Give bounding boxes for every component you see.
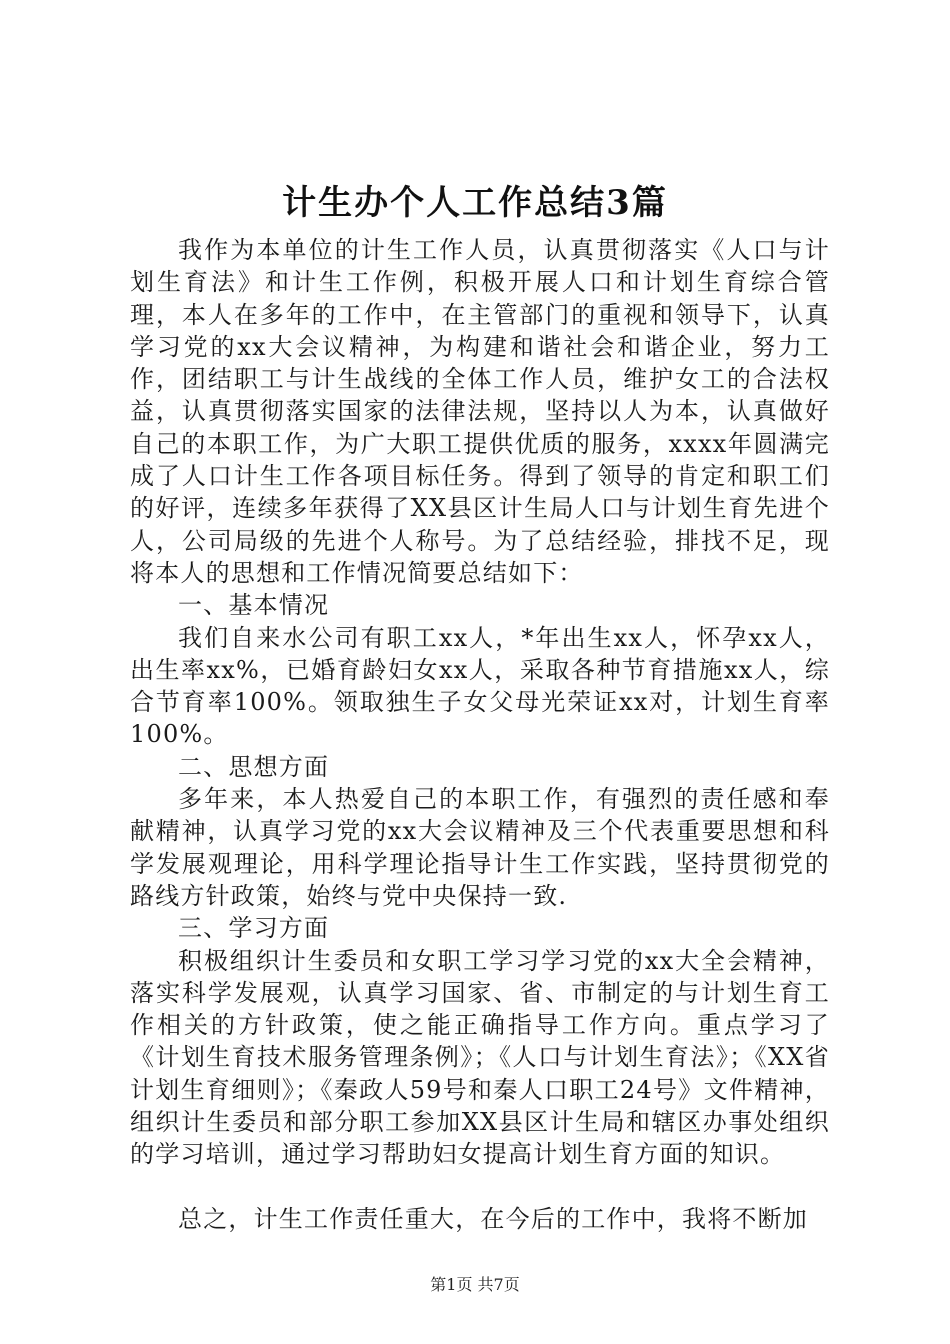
thinking-paragraph: 多年来，本人热爱自己的本职工作，有强烈的责任感和奉献精神，认真学习党的xx大会议精神及三个代表重要思想和科学发展观理论，用科学理论指导计生工作实践，坚持贯彻党的路线方针政策，始终与党中央保持一致.: [130, 785, 830, 910]
basic-situation-paragraph: 我们自来水公司有职工xx人，*年出生xx人，怀孕xx人，出生率xx%，已婚育龄妇女xx人，采取各种节育措施xx人，综合节育率100%。领取独生子女父母光荣证xx对，计划生育率100%。: [130, 623, 830, 749]
section-heading-basic-situation: 一、基本情况: [178, 591, 330, 620]
document-title: 计生办个人工作总结3篇: [282, 183, 668, 223]
study-paragraph: 积极组织计生委员和女职工学习学习党的xx大全会精神，落实科学发展观，认真学习国家、省、市制定的与计划生育工作相关的方针政策，使之能正确指导工作方向。重点学习了《计划生育技术服务管理条例》；《人口与计划生育法》；《XX省计划生育细则》；《秦政人59号和秦人口职工24号》文件精神，组织计生委员和部分职工参加XX县区计生局和辖区办事处组织的学习培训，通过学习帮助妇女提高计划生育方面的知识。: [130, 946, 830, 1169]
intro-paragraph: 我作为本单位的计生工作人员，认真贯彻落实《人口与计划生育法》和计生工作例，积极开展人口和计划生育综合管理，本人在多年的工作中，在主管部门的重视和领导下，认真学习党的xx大会议精神，为构建和谐社会和谐企业，努力工作，团结职工与计生战线的全体工作人员，维护女工的合法权益，认真贯彻落实国家的法律法规，坚持以人为本，认真做好自己的本职工作，为广大职工提供优质的服务，xxxx年圆满完成了人口计生工作各项目标任务。得到了领导的肯定和职工们的好评，连续多年获得了XX县区计生局人口与计划生育先进个人，公司局级的先进个人称号。为了总结经验，排找不足，现将本人的思想和工作情况简要总结如下：: [130, 236, 830, 587]
document-body: [130, 234, 830, 1235]
conclusion-paragraph: 总之，计生工作责任重大，在今后的工作中，我将不断加: [178, 1204, 808, 1233]
section-heading-thinking: 二、思想方面: [178, 752, 330, 781]
section-heading-study: 三、学习方面: [178, 914, 330, 943]
page-number-footer: 第1页 共7页: [430, 1275, 520, 1294]
